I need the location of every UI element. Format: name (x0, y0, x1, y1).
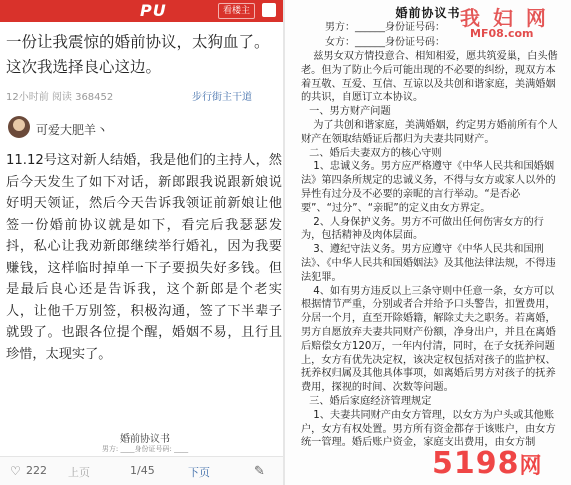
document-body (301, 50, 561, 450)
document-paragraph: 1、忠诚义务。男方应严格遵守《中华人民共和国婚姻法》第四条所规定的忠诚义务，不得与女方或家人以外的异性有过分及不必要的亲昵的言行举动。“是否必要”、“过分”、“亲昵”的定义由女方界定。 (301, 161, 556, 214)
bottom-bar (0, 456, 283, 485)
document-paragraph: 为了共创和谐家庭，美满婚姻，约定男方婚前所有个人财产在领取结婚证后都归为夫妻共同财产。 (301, 119, 558, 145)
prev-page-button[interactable]: 上页 (68, 466, 90, 479)
post-title: 一份让我震惊的婚前协议，太狗血了。这次我选择良心这边。 (6, 33, 270, 76)
edit-icon[interactable]: ✎ (254, 464, 265, 479)
preview-title: 婚前协议书 (120, 434, 170, 445)
avatar[interactable] (8, 116, 30, 138)
share-icon[interactable] (262, 3, 276, 17)
view-op-button[interactable]: 看楼主 (218, 3, 255, 19)
app-logo: PU (140, 1, 167, 20)
top-bar (0, 0, 283, 22)
post-meta: 12小时前 阅读 368452 (6, 92, 114, 103)
document-paragraph: 1、夫妻共同财产由女方管理，以女方为户头或其他账户，女方有权处置。男方所有资金都存于该账户，由女方统一管理。婚后账户资金，家庭支出费用，由女方制 (301, 409, 556, 449)
article-screenshot (0, 0, 283, 485)
like-count: 222 (26, 464, 47, 477)
post-body: 11.12号这对新人结婚，我是他们的主持人，然后今天发生了如下对话，新郎跟我说跟新娘说好明天领证，然后今天告诉我领证前新娘让他签一份婚前协议就是如下，看完后我瑟瑟发抖，私心让我劝新郎继续举行婚礼，因为我要赚钱，这样临时掉单一下子要损失好多钱。但是最后良心还是告诉我，这个新郎是个老实人，让他千万别签，积极沟通，签了下半辈子就毁了。也跟各位提个醒，婚姻不易，且行且珍惜，太现实了。 (6, 153, 282, 362)
party-b-line: 女方：______身份证号码： (325, 37, 445, 48)
watermark-logo: 我 妇 网 (460, 6, 549, 30)
document-paragraph: 兹男女双方情投意合、相知相爱，愿共筑爱巢，白头偕老。但为了防止今后可能出现的不必要的纠纷，现双方本着互敬、互爱、互信、互谅以及共创和谐家庭，美满婚姻的共识，自愿订立本协议。 (301, 51, 558, 104)
watermark-bottom (432, 446, 543, 481)
watermark-digits: 5198 (432, 446, 520, 481)
next-page-button[interactable]: 下页 (188, 466, 210, 479)
preview-line: 男方: ____身份证号码: ____ (101, 445, 189, 453)
document-paragraph: 3、遵纪守法义务。男方应遵守《中华人民共和国刑法》、《中华人民共和国婚姻法》及其他法律法规，不得违法犯罪。 (301, 244, 556, 283)
document-paragraph: 2、人身保护义务。男方不可做出任何伤害女方的行为，包括精神及肉体层面。 (301, 216, 544, 242)
board-link[interactable]: 步行街主干道 (192, 92, 252, 103)
agreement-image-preview[interactable] (95, 428, 195, 458)
section-heading: 二、婚后夫妻双方的核心守则 (309, 147, 442, 159)
author-name[interactable]: 可爱大肥羊丶 (36, 123, 109, 137)
page-indicator[interactable]: 1/45 (130, 464, 155, 477)
section-heading: 三、婚后家庭经济管理规定 (309, 395, 432, 407)
document-title: 婚前协议书 (395, 6, 461, 20)
watermark-net: 网 (519, 454, 543, 479)
party-a-line: 男方：______身份证号码： (325, 22, 445, 33)
document-paragraph: 4、如有男方违反以上三条守则中任意一条，女方可以根据情节严重，分别或者合并给予口头警告，扣置费用，分居一个月，直至开除婚籍，解除丈夫之职务。若离婚，男方自愿放弃夫妻共同财产份额，净身出户，并且在离婚后赔偿女方120万，一年内付清，同时，在子女抚养问题上，女方有优先决定权，该决定权包括对孩子的监护权、抚养权归属及其他具体事项，如离婚后男方对孩子的抚养费用，探视的时间、次数等问题。 (301, 285, 556, 394)
heart-icon[interactable]: ♡ (10, 464, 21, 478)
watermark-url: MF08.com (470, 27, 534, 40)
agreement-document (285, 0, 571, 485)
section-heading: 一、男方财产问题 (309, 106, 391, 118)
